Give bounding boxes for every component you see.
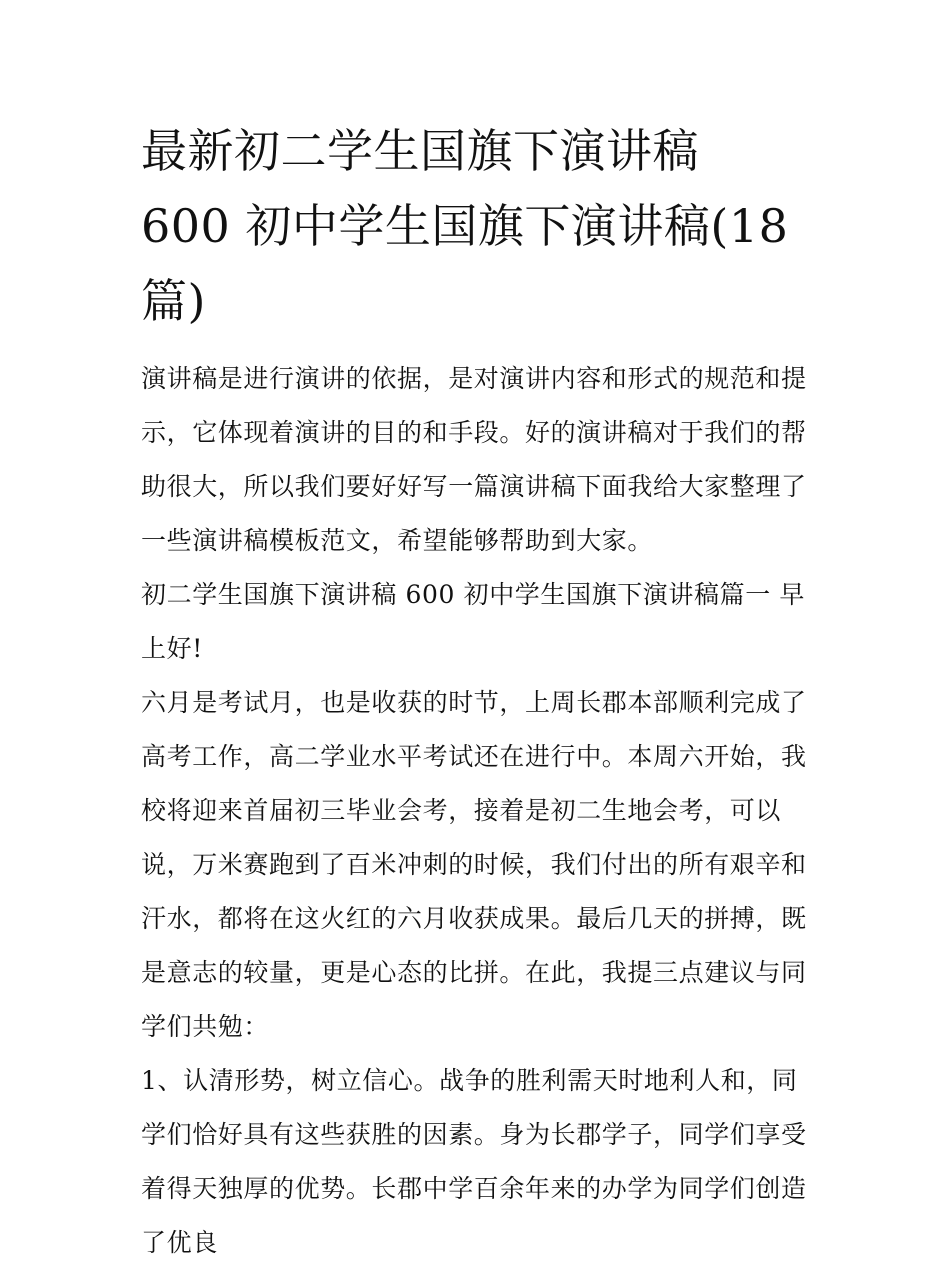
- intro-paragraph: 演讲稿是进行演讲的依据，是对演讲内容和形式的规范和提示，它体现着演讲的目的和手段。好的演讲稿对于我们的帮助很大，所以我们要好好写一篇演讲稿下面我给大家整理了一些演讲稿模板范文，希望能够帮助到大家。: [141, 364, 807, 555]
- document-body: [141, 352, 821, 1270]
- title-line-3: 篇): [141, 274, 206, 328]
- body-paragraph: 六月是考试月，也是收获的时节，上周长郡本部顺利完成了高考工作，高二学业水平考试还在进行中。本周六开始，我校将迎来首届初三毕业会考，接着是初二生地会考，可以说，万米赛跑到了百米冲刺的时候，我们付出的所有艰辛和汗水，都将在这火红的六月收获成果。最后几天的拼搏，既是意志的较量，更是心态的比拼。在此，我提三点建议与同学们共勉：: [141, 688, 807, 1041]
- section-heading-paragraph: 初二学生国旗下演讲稿 600 初中学生国旗下演讲稿篇一 早上好!: [141, 580, 805, 663]
- document-title: [141, 114, 821, 339]
- title-line-2: 600 初中学生国旗下演讲稿(18: [141, 199, 789, 253]
- point-one-paragraph: 1、认清形势，树立信心。战争的胜利需天时地利人和，同学们恰好具有这些获胜的因素。身为长郡学子，同学们享受着得天独厚的优势。长郡中学百余年来的办学为同学们创造了优良: [141, 1066, 807, 1257]
- title-line-1: 最新初二学生国旗下演讲稿: [141, 124, 699, 178]
